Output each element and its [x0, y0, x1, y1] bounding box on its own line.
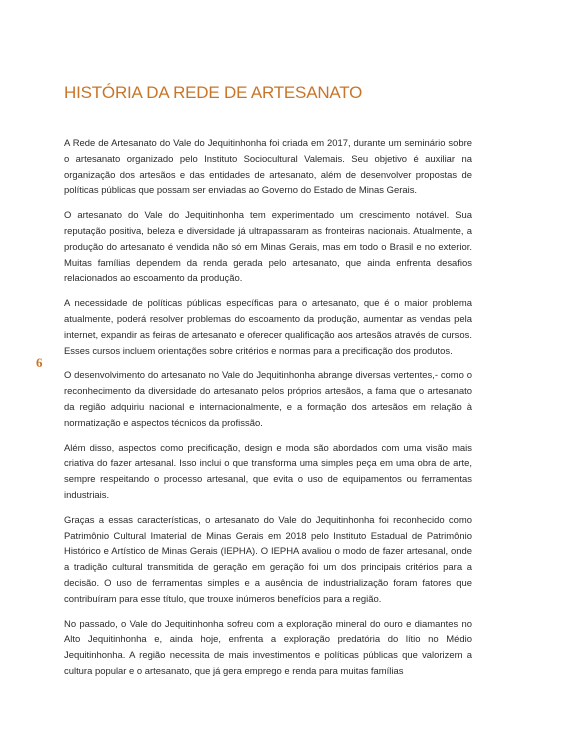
paragraph-1: A Rede de Artesanato do Vale do Jequitinhonha foi criada em 2017, durante um seminário sobre o artesanato organizado pelo Instituto Sociocultural Valemais. Seu objetivo é auxiliar na organização dos artesãos e das entidades de artesanato, além de desenvolver propostas de políticas públicas que possam ser enviadas ao Governo do Estado de Minas Gerais.	[64, 138, 472, 197]
paragraph-3: A necessidade de políticas públicas específicas para o artesanato, que é o maior problema atualmente, poderá resolver problemas do escoamento da produção, aumentar as vendas pela internet, expandir as feiras de artesanato e oferecer qualificação aos artesãos através de cursos. Esses cursos incluem orientações sobre critérios e normas para a precificação dos produtos.	[64, 298, 472, 357]
paragraph-6: Graças a essas características, o artesanato do Vale do Jequitinhonha foi reconhecido como Patrimônio Cultural Imaterial de Minas Gerais em 2018 pelo Instituto Estadual de Patrimônio Histórico e Artístico de Minas Gerais (IEPHA). O IEPHA avaliou o modo de fazer artesanal, onde a tradição cultural transmitida de geração em geração foi um dos principais critérios para a decisão. O uso de ferramentas simples e a ausência de industrialização foram fatores que contribuíram para esse título, que trouxe inúmeros benefícios para a região.	[64, 514, 472, 605]
page-title: HISTÓRIA DA REDE DE ARTESANATO	[64, 83, 363, 102]
body-text	[64, 136, 472, 688]
paragraph-2: O artesanato do Vale do Jequitinhonha tem experimentado um crescimento notável. Sua reputação positiva, beleza e diversidade já ultrapassaram as fronteiras nacionais. Atualmente, a produção do artesanato é vendida não só em Minas Gerais, mas em todo o Brasil e no exterior. Muitas famílias dependem da renda gerada pelo artesanato, que ainda enfrenta desafios relacionados ao escoamento da produção.	[64, 210, 472, 285]
page-number: 6	[36, 355, 43, 370]
paragraph-5: Além disso, aspectos como precificação, design e moda são abordados com uma visão mais criativa do fazer artesanal. Isso inclui o que transforma uma simples peça em uma obra de arte, sempre respeitando o processo artesanal, que evita o uso de equipamentos ou ferramentas industriais.	[64, 442, 472, 501]
paragraph-4: O desenvolvimento do artesanato no Vale do Jequitinhonha abrange diversas vertentes,- como o reconhecimento da diversidade do artesanato pelos próprios artesãos, a fama que o artesanato da região adquiriu nacional e internacionalmente, e a formação dos artesãos em relação à normatização e aspectos técnicos da profissão.	[64, 370, 472, 429]
paragraph-7: No passado, o Vale do Jequitinhonha sofreu com a exploração mineral do ouro e diamantes no Alto Jequitinhonha e, ainda hoje, enfrenta a exploração predatória do lítio no Médio Jequitinhonha. A região necessita de mais investimentos e políticas públicas que valorizem a cultura popular e o artesanato, que já gera emprego e renda para muitas famílias	[64, 618, 472, 677]
